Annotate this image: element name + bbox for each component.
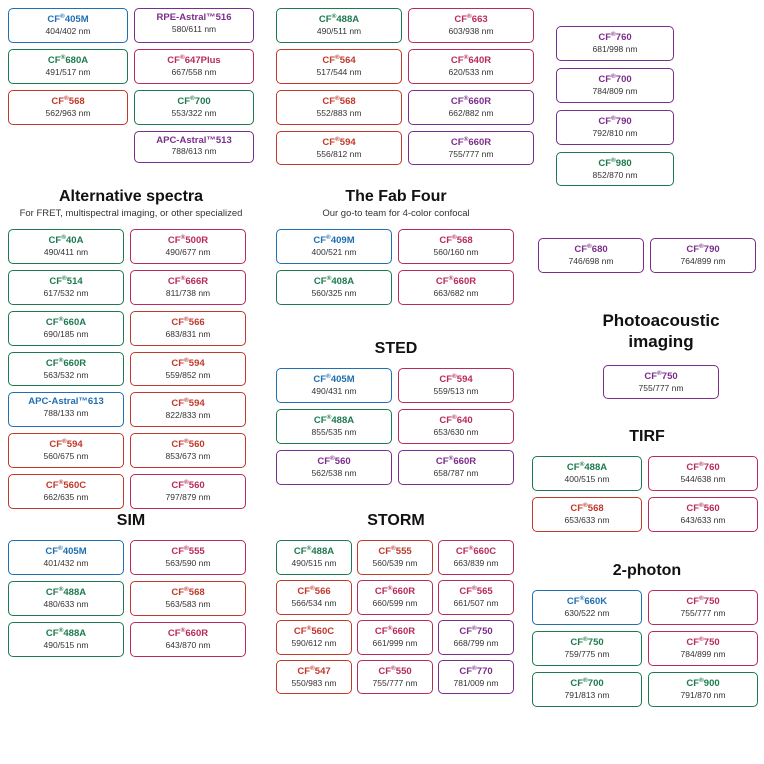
dye-chip[interactable] (276, 580, 352, 615)
dye-chip-wavelengths: 661/507 nm (453, 597, 499, 608)
dye-chip-name: CF®700 (598, 72, 632, 85)
dye-chip-wavelengths: 663/682 nm (433, 287, 479, 298)
dye-chip-name: CF®594 (49, 438, 83, 451)
dye-chip-wavelengths: 490/411 nm (43, 247, 89, 258)
dye-chip-name: CF®790 (598, 114, 632, 127)
dye-chip-wavelengths: 400/521 nm (311, 247, 357, 258)
dye-chip-wavelengths: 797/879 nm (165, 492, 211, 503)
dye-chip[interactable] (8, 352, 124, 387)
dye-chip[interactable] (556, 110, 674, 145)
dye-chip-name: CF®660R (167, 626, 209, 639)
dye-chip-wavelengths: 788/133 nm (43, 408, 89, 419)
dye-chip[interactable] (130, 622, 246, 657)
dye-chip-name: CF®565 (459, 584, 493, 597)
dye-chip-wavelengths: 660/599 nm (372, 597, 418, 608)
dye-chip-name: CF®560 (317, 454, 351, 467)
dye-chip[interactable] (532, 672, 642, 707)
dye-chip-name: CF®566 (171, 315, 205, 328)
dye-chip[interactable] (648, 672, 758, 707)
dye-chip[interactable] (8, 540, 124, 575)
section-top-left (8, 8, 254, 163)
dye-chip-wavelengths: 662/882 nm (448, 107, 494, 118)
dye-chip-name: APC-Astral™613 (28, 396, 104, 408)
dye-chip-name: CF®555 (171, 545, 205, 558)
dye-chip[interactable] (134, 49, 254, 84)
dye-chip[interactable] (398, 368, 514, 403)
dye-chip[interactable] (650, 238, 756, 273)
dye-chip-name: CF®660R (45, 356, 87, 369)
dye-chip-name: CF®770 (459, 664, 493, 677)
dye-chip[interactable] (130, 352, 246, 387)
dye-chip-wavelengths: 580/611 nm (171, 23, 217, 34)
sim-title: SIM (116, 512, 146, 529)
dye-chip-name: CF®566 (297, 584, 331, 597)
dye-chip-name: CF®568 (51, 94, 85, 107)
dye-chip[interactable] (8, 8, 128, 43)
sted-title: STED (374, 340, 418, 357)
dye-chip-name: CF®594 (322, 135, 356, 148)
dye-chip[interactable] (130, 311, 246, 346)
dye-chip-wavelengths: 853/673 nm (165, 451, 211, 462)
dye-chip[interactable] (556, 152, 674, 187)
dye-chip[interactable] (276, 229, 392, 264)
dye-chip[interactable] (8, 229, 124, 264)
dye-chip[interactable] (8, 433, 124, 468)
dye-chip-name: CF®760 (598, 31, 632, 44)
dye-chip-name: CF®660R (374, 624, 416, 637)
dye-chip[interactable] (408, 90, 534, 125)
dye-chip-name: CF®560 (686, 501, 720, 514)
dye-chip-name: CF®40A (48, 234, 84, 247)
dye-chip-wavelengths: 490/511 nm (316, 26, 362, 37)
dye-chip-wavelengths: 791/870 nm (680, 689, 726, 700)
storm-title: STORM (367, 512, 425, 529)
dye-chip-name: CF®560C (293, 624, 335, 637)
dye-chip[interactable] (276, 49, 402, 84)
section-two-photon (532, 562, 762, 707)
dye-chip-name: CF®560 (171, 479, 205, 492)
dye-chip[interactable] (357, 620, 433, 655)
dye-chip-name: RPE-Astral™516 (156, 12, 232, 23)
dye-chip-name: CF®409M (313, 234, 355, 247)
dye-chip[interactable] (357, 580, 433, 615)
dye-chip-name: CF®488A (318, 13, 360, 26)
dye-chip[interactable] (438, 540, 514, 575)
dye-chip-wavelengths: 822/833 nm (165, 410, 211, 421)
dye-chip-name: CF®560C (45, 479, 87, 492)
dye-chip-wavelengths: 663/839 nm (453, 558, 499, 569)
dye-chip[interactable] (276, 131, 402, 166)
dye-chip-name: CF®660K (566, 595, 608, 608)
dye-chip-name: CF®660C (455, 545, 497, 558)
dye-chip[interactable] (556, 68, 674, 103)
dye-chip-name: CF®666R (167, 274, 209, 287)
dye-chip[interactable] (438, 580, 514, 615)
section-top-right (556, 26, 674, 186)
dye-chip[interactable] (408, 8, 534, 43)
dye-chip[interactable] (276, 8, 402, 43)
dye-chip-name: CF®514 (49, 274, 83, 287)
dye-chip-wavelengths: 630/522 nm (564, 608, 610, 619)
dye-chip-name: CF®660R (374, 584, 416, 597)
dye-chip-name: CF®560 (171, 438, 205, 451)
dye-chip[interactable] (648, 497, 758, 532)
alternative-spectra-subtitle: For FRET, multispectral imaging, or other specialized (19, 208, 243, 219)
dye-chip-name: CF®555 (378, 545, 412, 558)
section-sted (276, 340, 516, 485)
section-storm (276, 512, 516, 694)
dye-chip-name: CF®594 (171, 397, 205, 410)
dye-chip-wavelengths: 490/431 nm (311, 386, 357, 397)
dye-chip-wavelengths: 563/590 nm (165, 558, 211, 569)
dye-chip-wavelengths: 661/999 nm (372, 637, 418, 648)
dye-chip-wavelengths: 603/938 nm (448, 26, 494, 37)
dye-chip[interactable] (276, 409, 392, 444)
dye-chip-name: CF®750 (644, 369, 678, 382)
dye-chip[interactable] (438, 620, 514, 655)
dye-chip[interactable] (276, 368, 392, 403)
dye-chip-wavelengths: 553/322 nm (171, 107, 217, 118)
dye-chip-name: APC-Astral™513 (156, 134, 232, 146)
dye-chip-name: CF®594 (171, 356, 205, 369)
dye-chip[interactable] (8, 474, 124, 509)
dye-chip-name: CF®760 (686, 461, 720, 474)
dye-chip[interactable] (532, 590, 642, 625)
dye-chip[interactable] (130, 581, 246, 616)
section-mid-right-pair (538, 238, 756, 273)
dye-chip-name: CF®660R (450, 94, 492, 107)
dye-chip-wavelengths: 653/633 nm (564, 514, 610, 525)
dye-chip[interactable] (398, 229, 514, 264)
dye-chip-wavelengths: 617/532 nm (43, 287, 89, 298)
dye-chip-name: CF®488A (566, 461, 608, 474)
dye-chip-wavelengths: 562/963 nm (45, 107, 91, 118)
dye-chip[interactable] (130, 270, 246, 305)
dye-chip[interactable] (134, 131, 254, 164)
dye-chip-wavelengths: 792/810 nm (592, 127, 638, 138)
dye-chip-wavelengths: 563/583 nm (165, 598, 211, 609)
dye-chip[interactable] (8, 311, 124, 346)
dye-chip-name: CF®980 (598, 156, 632, 169)
dye-chip-name: CF®547 (297, 664, 331, 677)
dye-chip[interactable] (532, 497, 642, 532)
chip-grid-two-photon (532, 590, 762, 707)
dye-chip-name: CF®680A (47, 53, 89, 66)
section-sim (8, 512, 254, 657)
dye-chip[interactable] (398, 270, 514, 305)
dye-chip-wavelengths: 667/558 nm (171, 66, 217, 77)
section-photoacoustic (572, 310, 750, 399)
dye-chip-name: CF®660R (435, 274, 477, 287)
dye-chip-wavelengths: 755/777 nm (680, 608, 726, 619)
dye-chip[interactable] (130, 229, 246, 264)
dye-chip[interactable] (276, 90, 402, 125)
dye-chip-name: CF®750 (570, 635, 604, 648)
dye-chip-wavelengths: 643/633 nm (680, 514, 726, 525)
dye-chip-name: CF®594 (439, 373, 473, 386)
dye-chip-name: CF®660R (450, 135, 492, 148)
dye-chip-name: CF®568 (322, 94, 356, 107)
chip-grid-sted (276, 368, 516, 485)
dye-chip-name: CF®700 (570, 676, 604, 689)
dye-chip[interactable] (398, 450, 514, 485)
dye-chip-wavelengths: 811/738 nm (165, 287, 211, 298)
dye-chip-name: CF®488A (293, 545, 335, 558)
dye-chip[interactable] (134, 90, 254, 125)
dye-chip-wavelengths: 562/538 nm (311, 467, 357, 478)
dye-chip-wavelengths: 759/775 nm (564, 648, 610, 659)
dye-chip-name: CF®750 (686, 595, 720, 608)
dye-chip-wavelengths: 620/533 nm (448, 66, 494, 77)
dye-chip[interactable] (130, 392, 246, 427)
dye-chip[interactable] (276, 620, 352, 655)
dye-chip-name: CF®488A (45, 626, 87, 639)
dye-chip-wavelengths: 755/777 nm (638, 382, 684, 393)
dye-chip[interactable] (532, 456, 642, 491)
dye-chip-name: CF®900 (686, 676, 720, 689)
dye-chip-name: CF®750 (459, 624, 493, 637)
dye-chip-wavelengths: 653/630 nm (433, 426, 479, 437)
dye-chip[interactable] (603, 365, 719, 400)
dye-chip-wavelengths: 662/635 nm (43, 492, 89, 503)
chip-grid-tirf (532, 456, 762, 532)
dye-chip-name: CF®488A (45, 585, 87, 598)
dye-chip[interactable] (438, 660, 514, 695)
dye-chip-wavelengths: 788/613 nm (171, 146, 217, 157)
section-alternative-spectra (8, 188, 254, 509)
dye-chip-name: CF®500R (167, 234, 209, 247)
dye-chip[interactable] (130, 540, 246, 575)
dye-chip-wavelengths: 404/402 nm (45, 26, 91, 37)
dye-chip-wavelengths: 559/852 nm (165, 369, 211, 380)
dye-chip-name: CF®680 (574, 243, 608, 256)
dye-chip-wavelengths: 560/675 nm (43, 451, 89, 462)
dye-chip-wavelengths: 560/160 nm (433, 247, 479, 258)
dye-chip-wavelengths: 490/515 nm (291, 558, 337, 569)
dye-chip-name: CF®700 (177, 94, 211, 107)
chip-grid-top-left (8, 8, 254, 163)
dye-chip-name: CF®568 (439, 234, 473, 247)
dye-chip-name: CF®790 (686, 243, 720, 256)
dye-chip-name: CF®405M (47, 13, 89, 26)
alternative-spectra-title: Alternative spectra (58, 188, 204, 205)
dye-chip[interactable] (130, 433, 246, 468)
dye-chip-wavelengths: 401/432 nm (43, 558, 89, 569)
dye-chip-wavelengths: 490/677 nm (165, 247, 211, 258)
chip-grid-top-right (556, 26, 674, 186)
dye-chip[interactable] (276, 270, 392, 305)
dye-chip-name: CF®640R (450, 53, 492, 66)
dye-chip-wavelengths: 590/612 nm (291, 637, 337, 648)
dye-chip-wavelengths: 490/515 nm (43, 639, 89, 650)
dye-chip-wavelengths: 400/515 nm (564, 474, 610, 485)
dye-chip-wavelengths: 491/517 nm (45, 66, 91, 77)
dye-chip-name: CF®640 (439, 413, 473, 426)
dye-chip-wavelengths: 560/539 nm (372, 558, 418, 569)
dye-chip[interactable] (276, 540, 352, 575)
tirf-title: TIRF (629, 428, 665, 445)
dye-chip-name: CF®647Plus (167, 53, 221, 66)
dye-chip-wavelengths: 746/698 nm (568, 256, 614, 267)
chip-grid-mid-right (538, 238, 756, 273)
dye-chip-name: CF®568 (171, 585, 205, 598)
dye-chip-wavelengths: 784/899 nm (680, 648, 726, 659)
chip-grid-sim (8, 540, 254, 657)
dye-chip-name: CF®405M (313, 373, 355, 386)
dye-chip[interactable] (8, 392, 124, 427)
dye-chip-name: CF®660A (45, 315, 87, 328)
section-top-mid (276, 8, 534, 165)
dye-chip-wavelengths: 544/638 nm (680, 474, 726, 485)
dye-chip-wavelengths: 855/535 nm (311, 426, 357, 437)
dye-chip[interactable] (8, 90, 128, 125)
dye-chip[interactable] (532, 631, 642, 666)
dye-chip-name: CF®750 (686, 635, 720, 648)
dye-chip-wavelengths: 643/870 nm (165, 639, 211, 650)
dye-chip[interactable] (8, 581, 124, 616)
dye-chip-wavelengths: 791/813 nm (564, 689, 610, 700)
two-photon-title: 2-photon (612, 562, 682, 579)
dye-chip[interactable] (8, 622, 124, 657)
dye-chip[interactable] (276, 660, 352, 695)
dye-chip-wavelengths: 690/185 nm (43, 328, 89, 339)
dye-chip-name: CF®568 (570, 501, 604, 514)
dye-chip-name: CF®550 (378, 664, 412, 677)
dye-chip-wavelengths: 480/633 nm (43, 598, 89, 609)
dye-chip[interactable] (408, 131, 534, 166)
dye-chip[interactable] (648, 456, 758, 491)
dye-chip[interactable] (357, 660, 433, 695)
dye-chip-wavelengths: 566/534 nm (291, 597, 337, 608)
section-tirf (532, 428, 762, 532)
dye-chip[interactable] (134, 8, 254, 43)
dye-chip-wavelengths: 755/777 nm (448, 148, 494, 159)
dye-chip-wavelengths: 552/883 nm (316, 107, 362, 118)
chip-spacer (8, 131, 128, 164)
dye-chip[interactable] (648, 590, 758, 625)
dye-chip[interactable] (538, 238, 644, 273)
dye-chip-wavelengths: 681/998 nm (592, 44, 638, 55)
photoacoustic-title: Photoacoustic imaging (602, 311, 720, 352)
fab-four-subtitle: Our go-to team for 4-color confocal (322, 208, 470, 219)
dye-chip-wavelengths: 781/009 nm (453, 677, 499, 688)
chip-grid-alternative (8, 229, 254, 509)
dye-chip[interactable] (357, 540, 433, 575)
dye-chip-name: CF®405M (45, 545, 87, 558)
dye-chip[interactable] (398, 409, 514, 444)
dye-chip-wavelengths: 668/799 nm (453, 637, 499, 648)
chip-grid-top-mid (276, 8, 534, 165)
dye-chip[interactable] (130, 474, 246, 509)
dye-chip-wavelengths: 755/777 nm (372, 677, 418, 688)
dye-chip-wavelengths: 852/870 nm (592, 169, 638, 180)
dye-chip-wavelengths: 550/983 nm (291, 677, 337, 688)
dye-chip[interactable] (8, 270, 124, 305)
chip-grid-photoacoustic (572, 365, 750, 400)
dye-chip-wavelengths: 683/831 nm (165, 328, 211, 339)
dye-chip[interactable] (276, 450, 392, 485)
section-fab-four (276, 188, 516, 305)
dye-chip-name: CF®660R (435, 454, 477, 467)
dye-chip-wavelengths: 560/325 nm (311, 287, 357, 298)
dye-chip-wavelengths: 784/809 nm (592, 85, 638, 96)
fab-four-title: The Fab Four (345, 188, 447, 205)
chip-grid-storm (276, 540, 516, 694)
dye-chip-wavelengths: 559/513 nm (433, 386, 479, 397)
dye-chip[interactable] (8, 49, 128, 84)
dye-chip-wavelengths: 517/544 nm (316, 66, 362, 77)
dye-chip-name: CF®408A (313, 274, 355, 287)
dye-chip-wavelengths: 764/899 nm (680, 256, 726, 267)
chip-grid-fab-four (276, 229, 516, 305)
dye-chip-name: CF®564 (322, 53, 356, 66)
dye-chip[interactable] (408, 49, 534, 84)
dye-chip-wavelengths: 556/812 nm (316, 148, 362, 159)
dye-chip[interactable] (556, 26, 674, 61)
dye-chip-wavelengths: 563/532 nm (43, 369, 89, 380)
dye-chip-name: CF®488A (313, 413, 355, 426)
dye-chip[interactable] (648, 631, 758, 666)
dye-chip-name: CF®663 (454, 13, 488, 26)
dye-chip-wavelengths: 658/787 nm (433, 467, 479, 478)
